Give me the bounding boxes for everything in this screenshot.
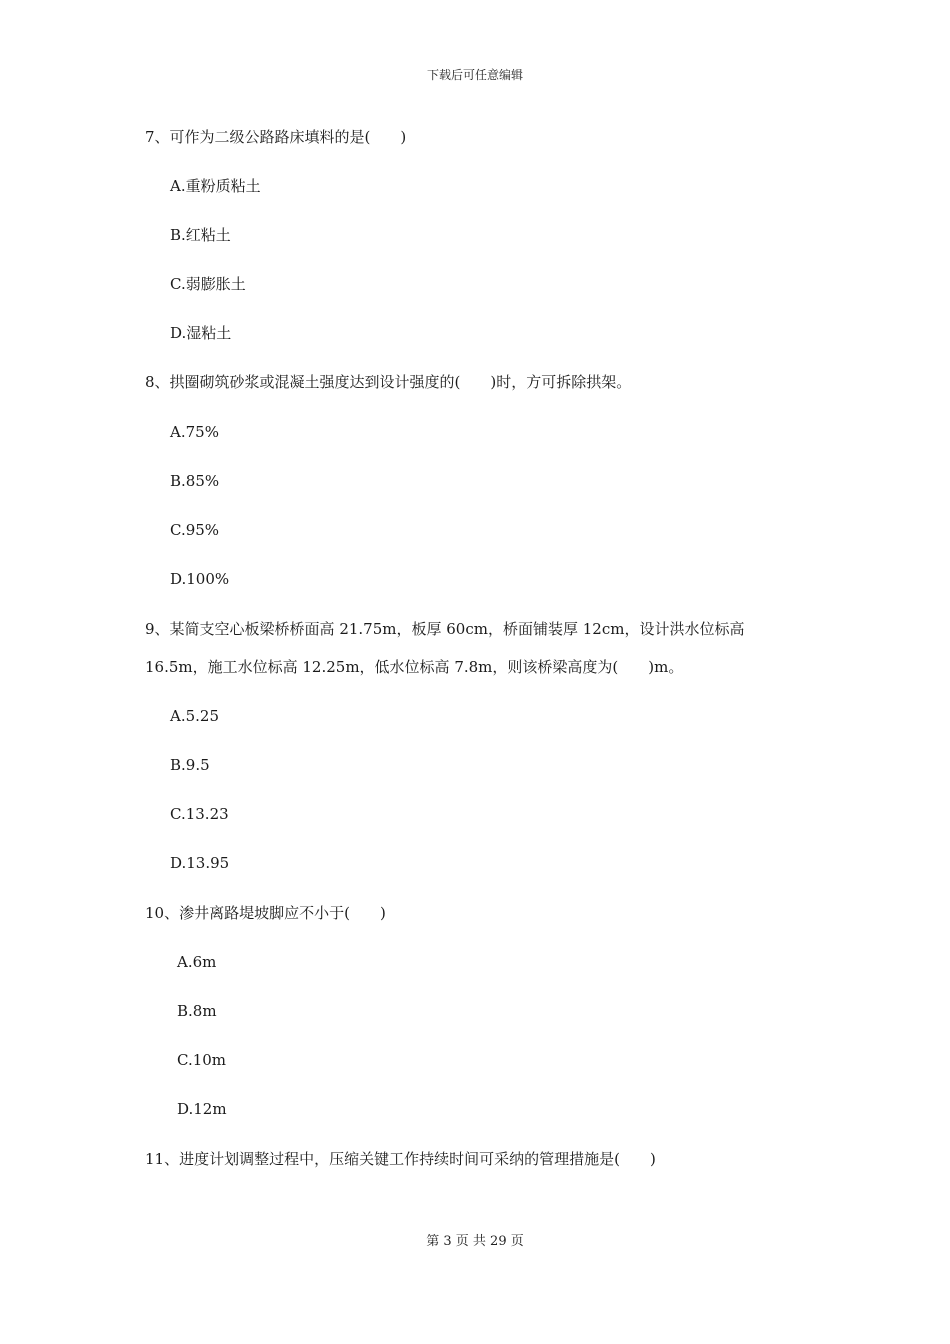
question-9-option-b: B.9.5 bbox=[170, 756, 210, 774]
question-11-stem: 11、进度计划调整过程中，压缩关键工作持续时间可采纳的管理措施是( ) bbox=[145, 1150, 656, 1168]
question-7-option-c: C.弱膨胀土 bbox=[170, 275, 246, 293]
question-9-option-a: A.5.25 bbox=[170, 707, 219, 725]
question-10-option-c: C.10m bbox=[177, 1051, 227, 1069]
question-8-option-c: C.95% bbox=[170, 521, 220, 539]
question-7-option-d: D.湿粘土 bbox=[170, 324, 232, 342]
question-9-stem-line-1: 9、某简支空心板梁桥桥面高 21.75m，板厚 60cm，桥面铺装厚 12cm，设计洪水位标高 bbox=[145, 620, 745, 638]
question-8-stem: 8、拱圈砌筑砂浆或混凝土强度达到设计强度的( )时，方可拆除拱架。 bbox=[145, 373, 632, 391]
question-8-option-b: B.85% bbox=[170, 472, 220, 490]
question-10-option-a: A.6m bbox=[177, 953, 217, 971]
question-10-stem: 10、渗井离路堤坡脚应不小于( ) bbox=[145, 904, 386, 922]
question-9-option-d: D.13.95 bbox=[170, 854, 230, 872]
question-8-option-a: A.75% bbox=[170, 423, 219, 441]
question-10-option-b: B.8m bbox=[177, 1002, 217, 1020]
question-7-option-a: A.重粉质粘土 bbox=[170, 177, 261, 195]
question-7-option-b: B.红粘土 bbox=[170, 226, 231, 244]
question-10-option-d: D.12m bbox=[177, 1100, 227, 1118]
page-footer: 第 3 页 共 29 页 bbox=[426, 1234, 524, 1249]
question-9-option-c: C.13.23 bbox=[170, 805, 229, 823]
question-8-option-d: D.100% bbox=[170, 570, 230, 588]
question-9-stem-line-2: 16.5m，施工水位标高 12.25m，低水位标高 7.8m，则该桥梁高度为( )m。 bbox=[145, 658, 684, 676]
page-header: 下载后可任意编辑 bbox=[426, 68, 523, 82]
question-7-stem: 7、可作为二级公路路床填料的是( ) bbox=[145, 128, 407, 146]
